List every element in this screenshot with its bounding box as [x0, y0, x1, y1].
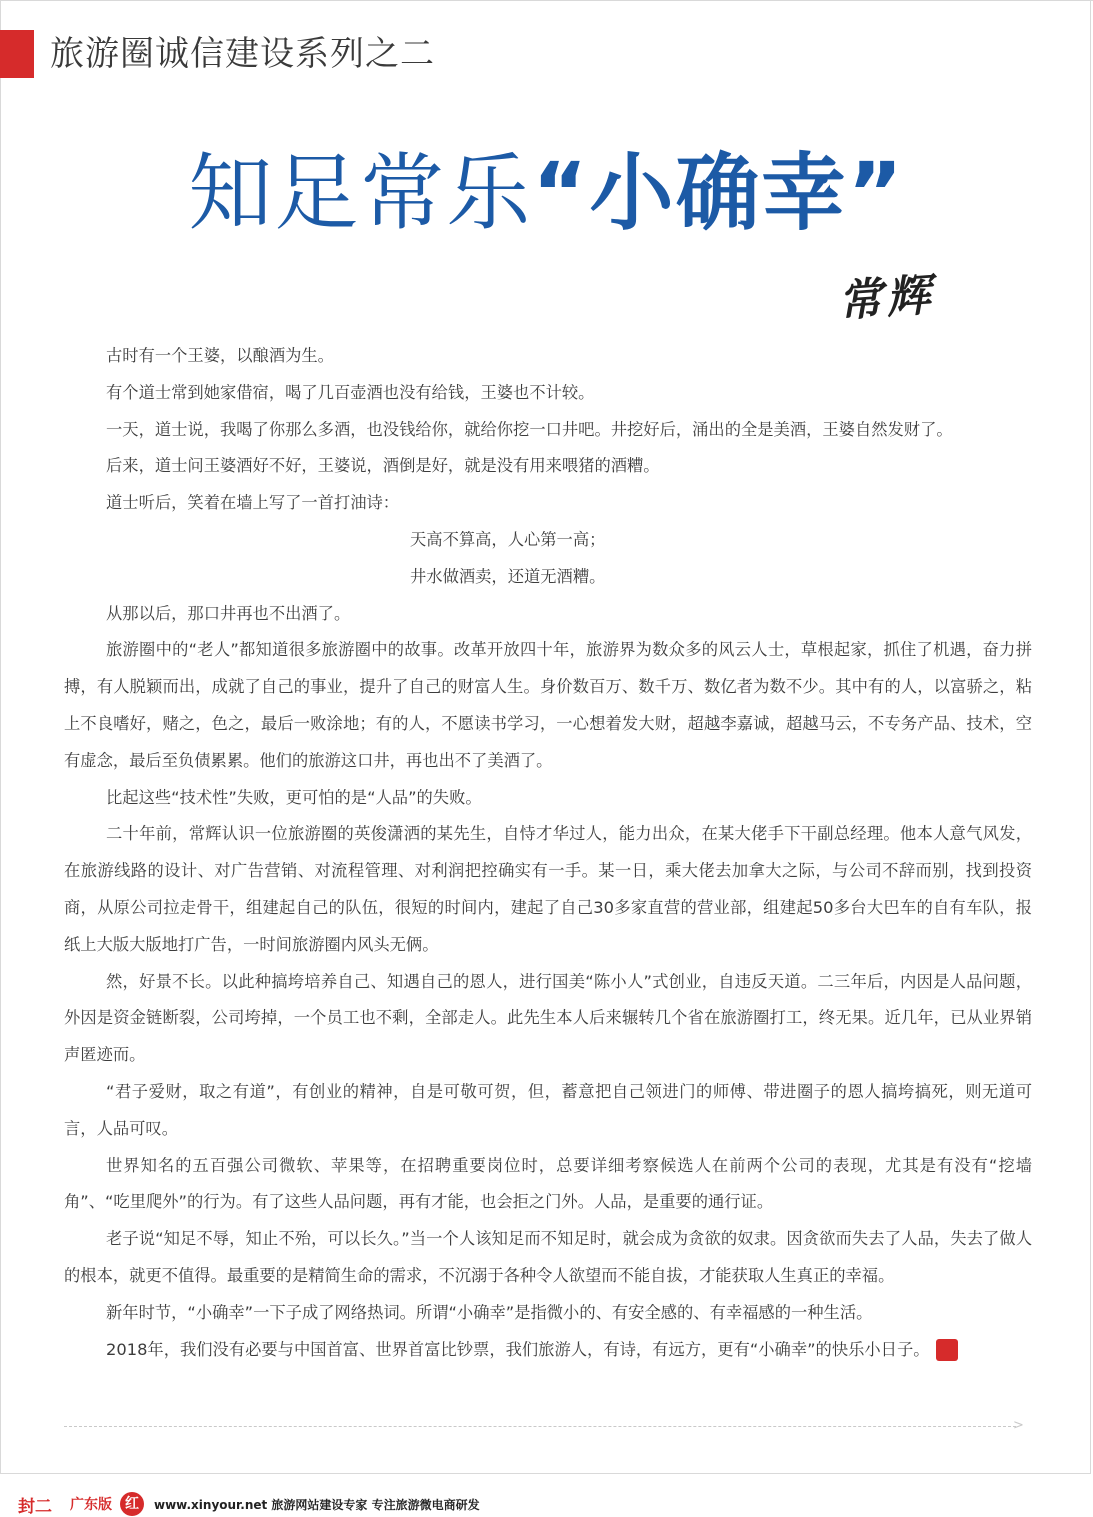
series-title: 旅游圈诚信建设系列之二 [50, 34, 435, 74]
article-title [0, 138, 1093, 248]
poem-line: 井水做酒卖，还道无酒糟。 [410, 566, 606, 586]
article-title-part2: “小确幸” [532, 144, 905, 242]
article-paragraph: 2018年，我们没有必要与中国首富、世界首富比钞票，我们旅游人，有诗，有远方，更有“小确幸”的快乐小日子。 信 [64, 1332, 1032, 1369]
article-paragraph: “君子爱财，取之有道”，有创业的精神，自是可敬可贺，但，蓄意把自己领进门的师傅、带进圈子的恩人搞垮搞死，则无道可言，人品可叹。 [64, 1081, 1032, 1138]
page-footer [18, 1492, 480, 1516]
article-body [64, 338, 1032, 1368]
article-paragraph: 比起这些“技术性”失败，更可怕的是“人品”的失败。 [106, 787, 482, 807]
article-paragraph: 后来，道士问王婆酒好不好，王婆说，酒倒是好，就是没有用来喂猪的酒糟。 [106, 456, 660, 476]
article-paragraph: 古时有一个王婆，以酿酒为生。 [106, 346, 334, 365]
footer-divider [64, 1426, 1016, 1427]
footer-site-text[interactable]: www.xinyour.net 旅游网站建设专家 专注旅游微电商研发 [154, 1497, 480, 1512]
poem-line: 天高不算高，人心第一高； [410, 529, 606, 549]
article-paragraph: 从那以后，那口井再也不出酒了。 [106, 603, 351, 623]
article-paragraph: 世界知名的五百强公司微软、苹果等，在招聘重要岗位时，总要详细考察候选人在前两个公司的表现，尤其是有没有“挖墙角”、“吃里爬外”的行为。有了这些人品问题，再有才能，也会拒之门外。人品，是重要的通行证。 [64, 1155, 1032, 1212]
article-paragraph: 有个道士常到她家借宿，喝了几百壶酒也没有给钱，王婆也不计较。 [106, 382, 595, 402]
end-seal-icon: 信 [936, 1339, 958, 1361]
article-paragraph: 一天，道士说，我喝了你那么多酒，也没钱给你，就给你挖一口井吧。井挖好后，涌出的全是美酒，王婆自然发财了。 [106, 419, 953, 439]
footer-edition: 广东版 [70, 1497, 112, 1513]
article-paragraph: 旅游圈中的“老人”都知道很多旅游圈中的故事。改革开放四十年，旅游界为数众多的风云人士，草根起家，抓住了机遇，奋力拼搏，有人脱颖而出，成就了自己的事业，提升了自己的财富人生。身价数百万、数千万、数亿者为数不少。其中有的人，以富骄之，粘上不良嗜好，赌之，色之，最后一败涂地；有的人，不愿读书学习，一心想着发大财，超越李嘉诚，超越马云，不专务产品、技术，空有虚念，最后至负债累累。他们的旅游这口井，再也出不了美酒了。 [64, 640, 1032, 770]
footer-cover-label: 封二 [18, 1496, 52, 1517]
brand-logo-icon: 红 [120, 1492, 144, 1516]
article-paragraph: 新年时节，“小确幸”一下子成了网络热词。所谓“小确幸”是指微小的、有安全感的、有幸福感的一种生活。 [106, 1302, 873, 1322]
article-paragraph: 二十年前，常辉认识一位旅游圈的英俊潇洒的某先生，自恃才华过人，能力出众，在某大佬手下干副总经理。他本人意气风发，在旅游线路的设计、对广告营销、对流程管理、对利润把控确实有一手。某一日，乘大佬去加拿大之际，与公司不辞而别，找到投资商，从原公司拉走骨干，组建起自己的队伍，很短的时间内，建起了自己30多家直营的营业部，组建起50多台大巴车的自有车队，报纸上大版大版地打广告，一时间旅游圈内风头无俩。 [64, 824, 1032, 954]
article-paragraph: 老子说“知足不辱，知止不殆，可以长久。”当一个人该知足而不知足时，就会成为贪欲的奴隶。因贪欲而失去了人品，失去了做人的根本，就更不值得。最重要的是精简生命的需求，不沉溺于各种令人欲望而不能自拔，才能获取人生真正的幸福。 [64, 1229, 1032, 1285]
author-signature: 常辉 [836, 269, 936, 328]
article-title-part1: 知足常乐 [188, 144, 533, 242]
article-paragraph: 然，好景不长。以此种搞垮培养自己、知遇自己的恩人，进行国美“陈小人”式创业，自违反天道。二三年后，内因是人品问题，外因是资金链断裂，公司垮掉，一个员工也不剩，全部走人。此先生本人后来辗转几个省在旅游圈打工，终无果。近几年，已从业界销声匿迹而。 [64, 971, 1032, 1065]
divider-arrow-icon: > [1013, 1418, 1024, 1433]
article-paragraph: 道士听后，笑着在墙上写了一首打油诗： [106, 493, 400, 513]
series-accent-bar [0, 30, 34, 78]
